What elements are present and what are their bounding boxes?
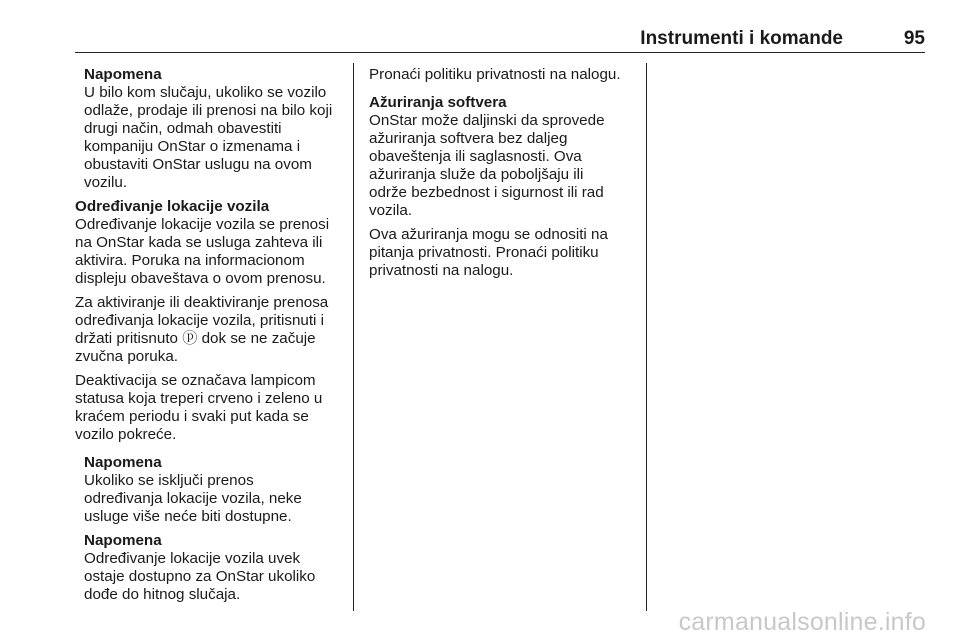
note-box xyxy=(75,66,347,192)
note-label: Napomena xyxy=(84,66,162,83)
watermark: carmanualsonline.info xyxy=(678,608,926,636)
paragraph: Deaktivacija se označava lampicom statusa koja treperi crveno i zeleno u kraćem periodu i svaki put kada se vozilo pokreće. xyxy=(75,372,323,443)
paragraph: Za aktiviranje ili deaktiviranje prenosa određivanja lokacije vozila, pritisnuti i držati pritisnuto ⓟ dok se ne začuje zvučna poruka. xyxy=(75,294,329,365)
right-column xyxy=(369,66,641,286)
section-heading: Ažuriranja softvera xyxy=(369,94,507,111)
note-text: Određivanje lokacije vozila uvek ostaje dostupno za OnStar ukoliko dođe do hitnog slučaja. xyxy=(84,550,316,603)
paragraph: Određivanje lokacije vozila se prenosi na OnStar kada se usluga zahteva ili aktivira. Poruka na informacionom displeju obaveštava o ovom prenosu. xyxy=(75,216,330,287)
paragraph: OnStar može daljinski da sprovede ažuriranja softvera bez daljeg obaveštenja ili saglasnosti. Ova ažuriranja služe da poboljšaju ili održe bezbednost i sigurnost ili rad vozila. xyxy=(369,112,605,219)
note-box xyxy=(75,532,347,604)
page-number: 95 xyxy=(903,28,925,49)
paragraph: Pronaći politiku privatnosti na nalogu. xyxy=(369,66,621,83)
page-title: Instrumenti i komande xyxy=(640,28,843,49)
note-label: Napomena xyxy=(84,454,162,471)
paragraph: Ova ažuriranja mogu se odnositi na pitanja privatnosti. Pronaći politiku privatnosti na nalogu. xyxy=(369,226,608,279)
note-text: Ukoliko se isključi prenos određivanja lokacije vozila, neke usluge više neće biti dostupne. xyxy=(84,472,302,525)
note-box xyxy=(75,454,347,526)
page-header xyxy=(75,28,925,50)
left-column xyxy=(75,66,347,604)
column-divider-right xyxy=(646,63,647,611)
section-heading: Određivanje lokacije vozila xyxy=(75,198,270,215)
note-label: Napomena xyxy=(84,532,162,549)
column-divider-left xyxy=(353,63,354,611)
note-text: U bilo kom slučaju, ukoliko se vozilo odlaže, prodaje ili prenosi na bilo koji drugi način, odmah obavestiti kompaniju OnStar o izmenama i obustaviti OnStar uslugu na ovom vozilu. xyxy=(84,84,333,191)
header-rule xyxy=(75,52,925,53)
